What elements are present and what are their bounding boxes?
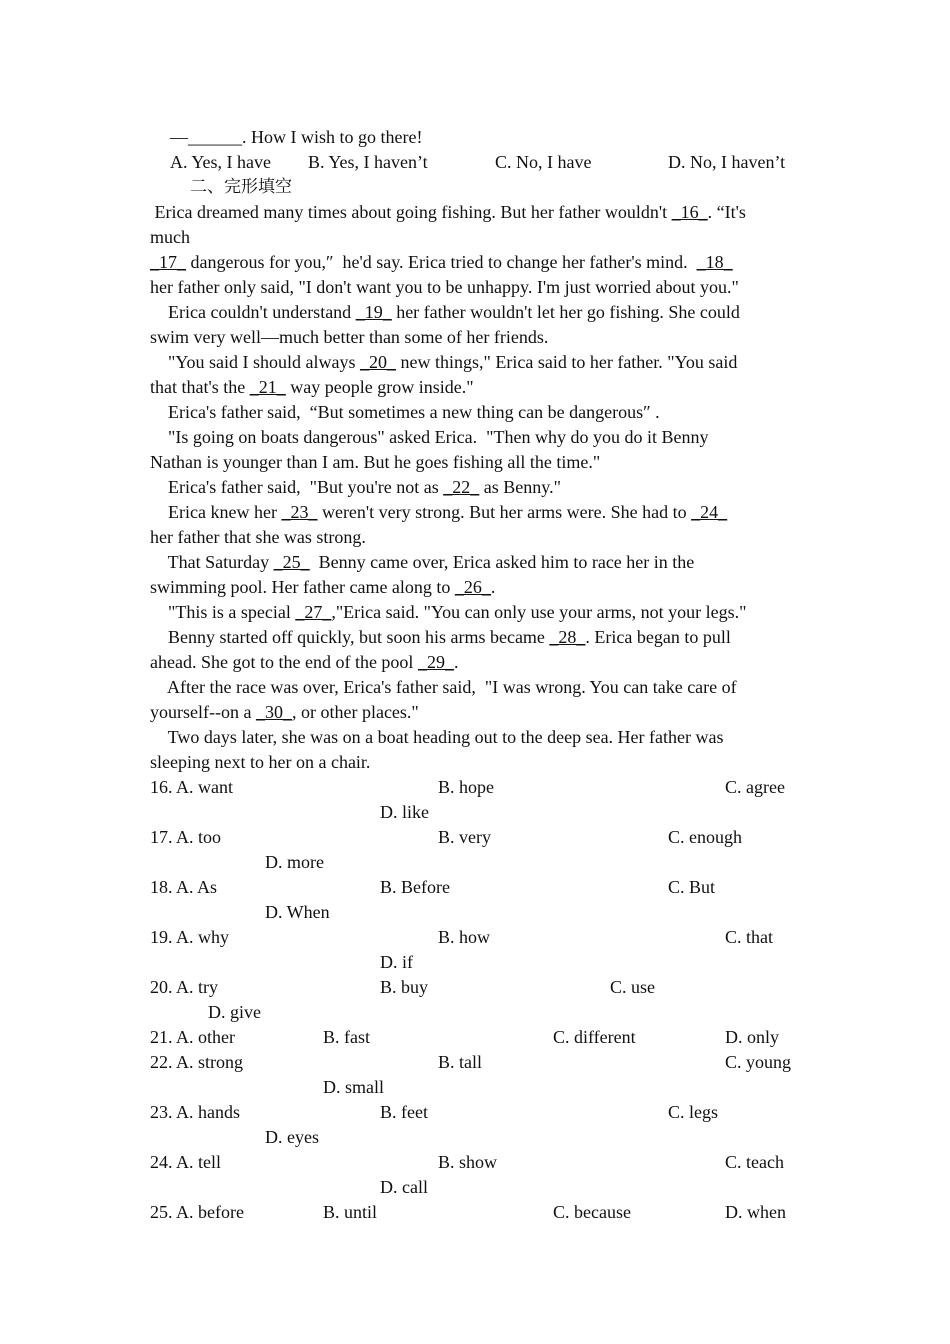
passage-text: her father that she was strong. — [150, 527, 366, 547]
question-22-option-c: C. young — [725, 1052, 792, 1072]
passage-line — [150, 350, 737, 374]
passage-text: weren't very strong. But her arms were. She had to — [317, 502, 692, 522]
question-19-option-a: 19. A. why — [150, 927, 230, 947]
passage-line — [150, 250, 733, 274]
question-19-option-d: D. if — [380, 952, 413, 972]
passage-text: Erica dreamed many times about going fishing. But her father wouldn't — [150, 202, 672, 222]
question-16-option-b: B. hope — [438, 777, 494, 797]
passage-text: Erica's father said, “But sometimes a new thing can be dangerous″ . — [150, 402, 660, 422]
question-25-option-a: 25. A. before — [150, 1202, 244, 1222]
question-16-option-c: C. agree — [725, 777, 785, 797]
question-17-option-b: B. very — [438, 827, 491, 847]
question-25-option-d: D. when — [725, 1202, 786, 1222]
passage-text: Erica couldn't understand — [150, 302, 356, 322]
intro-option-d: D. No, I haven’t — [668, 152, 786, 172]
blank-22: _22_ — [443, 477, 480, 497]
passage-text: as Benny." — [479, 477, 561, 497]
question-18-option-d: D. When — [265, 902, 330, 922]
passage-text: , or other places." — [291, 702, 419, 722]
question-17-option-d: D. more — [265, 852, 324, 872]
question-20-option-d: D. give — [208, 1002, 261, 1022]
passage-line — [150, 750, 370, 774]
blank-21: _21_ — [249, 377, 286, 397]
blank-27: _27_ — [295, 602, 332, 622]
intro-option-c: C. No, I have — [495, 152, 592, 172]
passage-line — [150, 225, 190, 249]
passage-line — [150, 200, 746, 224]
passage-line — [150, 525, 366, 549]
blank-28: _28_ — [549, 627, 586, 647]
question-20-option-a: 20. A. try — [150, 977, 219, 997]
blank-24: _24_ — [691, 502, 728, 522]
question-19-option-c: C. that — [725, 927, 773, 947]
question-20-option-c: C. use — [610, 977, 655, 997]
passage-line — [150, 625, 731, 649]
intro-option-b: B. Yes, I haven’t — [308, 152, 428, 172]
passage-line — [150, 675, 737, 699]
question-22-option-d: D. small — [323, 1077, 384, 1097]
passage-text: new things," Erica said to her father. "You said — [396, 352, 738, 372]
passage-text: Nathan is younger than I am. But he goes fishing all the time." — [150, 452, 601, 472]
passage-text: . — [490, 577, 496, 597]
question-17-option-c: C. enough — [668, 827, 742, 847]
question-16-option-d: D. like — [380, 802, 429, 822]
passage-line — [150, 725, 724, 749]
intro-option-a: A. Yes, I have — [170, 152, 271, 172]
passage-text: yourself--on a — [150, 702, 256, 722]
blank-16: _16_ — [671, 202, 708, 222]
passage-text: "Is going on boats dangerous" asked Erica. "Then why do you do it Benny — [150, 427, 709, 447]
passage-text: that that's the — [150, 377, 250, 397]
blank-25: _25_ — [273, 552, 310, 572]
question-19-option-b: B. how — [438, 927, 491, 947]
question-21-option-a: 21. A. other — [150, 1027, 235, 1047]
passage-line — [150, 275, 739, 299]
blank-29: _29_ — [417, 652, 454, 672]
passage-text: swimming pool. Her father came along to — [150, 577, 455, 597]
question-21-option-c: C. different — [553, 1027, 636, 1047]
section-title: 二、完形填空 — [190, 177, 292, 197]
question-25-option-b: B. until — [323, 1202, 378, 1222]
intro-question-text: . How I wish to go there! — [242, 127, 423, 147]
passage-text: After the race was over, Erica's father said, "I was wrong. You can take care of — [150, 677, 737, 697]
question-18-option-a: 18. A. As — [150, 877, 218, 897]
question-24-option-b: B. show — [438, 1152, 498, 1172]
passage-line — [150, 550, 694, 574]
passage-text: Two days later, she was on a boat heading out to the deep sea. Her father was — [150, 727, 724, 747]
question-18-option-b: B. Before — [380, 877, 450, 897]
passage-line — [150, 650, 458, 674]
passage-line — [150, 325, 548, 349]
question-23-option-a: 23. A. hands — [150, 1102, 240, 1122]
passage-line — [150, 450, 600, 474]
question-24-option-c: C. teach — [725, 1152, 784, 1172]
intro-question-line — [170, 125, 422, 149]
passage-line — [150, 425, 708, 449]
passage-text: . Erica began to pull — [585, 627, 731, 647]
passage-line — [150, 300, 740, 324]
passage-text: her father wouldn't let her go fishing. She could — [391, 302, 740, 322]
passage-text: Benny came over, Erica asked him to race her in the — [309, 552, 695, 572]
blank-30: _30_ — [255, 702, 292, 722]
passage-text: ,"Erica said. "You can only use your arms, not your legs." — [331, 602, 747, 622]
passage-text: way people grow inside." — [285, 377, 474, 397]
blank-17: _17_ — [150, 252, 186, 272]
question-23-option-c: C. legs — [668, 1102, 719, 1122]
question-22-option-a: 22. A. strong — [150, 1052, 244, 1072]
question-21-option-d: D. only — [725, 1027, 779, 1047]
passage-text: Erica knew her — [150, 502, 282, 522]
blank-20: _20_ — [360, 352, 397, 372]
passage-text: sleeping next to her on a chair. — [150, 752, 371, 772]
blank-26: _26_ — [454, 577, 491, 597]
question-23-option-d: D. eyes — [265, 1127, 319, 1147]
question-21-option-b: B. fast — [323, 1027, 370, 1047]
question-23-option-b: B. feet — [380, 1102, 428, 1122]
question-16-option-a: 16. A. want — [150, 777, 233, 797]
passage-line — [150, 600, 746, 624]
passage-text: ahead. She got to the end of the pool — [150, 652, 418, 672]
question-24-option-d: D. call — [380, 1177, 428, 1197]
passage-line — [150, 400, 660, 424]
intro-blank: —______ — [170, 127, 242, 147]
passage-text: . “It's — [707, 202, 746, 222]
passage-text: "This is a special — [150, 602, 296, 622]
question-20-option-b: B. buy — [380, 977, 429, 997]
question-24-option-a: 24. A. tell — [150, 1152, 221, 1172]
question-22-option-b: B. tall — [438, 1052, 482, 1072]
blank-19: _19_ — [355, 302, 392, 322]
question-17-option-a: 17. A. too — [150, 827, 222, 847]
passage-text: Erica's father said, "But you're not as — [150, 477, 444, 497]
question-18-option-c: C. But — [668, 877, 716, 897]
passage-text: . — [453, 652, 459, 672]
passage-text: That Saturday — [150, 552, 274, 572]
question-25-option-c: C. because — [553, 1202, 631, 1222]
passage-text: dangerous for you,″ he'd say. Erica tried to change her father's mind. — [186, 252, 697, 272]
passage-text: Benny started off quickly, but soon his arms became — [150, 627, 550, 647]
passage-line — [150, 700, 419, 724]
passage-line — [150, 475, 561, 499]
passage-text: "You said I should always — [150, 352, 361, 372]
passage-line — [150, 500, 727, 524]
passage-text: swim very well—much better than some of her friends. — [150, 327, 549, 347]
blank-18: _18_ — [696, 252, 733, 272]
passage-text: her father only said, "I don't want you to be unhappy. I'm just worried about you." — [150, 277, 739, 297]
passage-line — [150, 575, 495, 599]
passage-line — [150, 375, 474, 399]
passage-text: much — [150, 227, 190, 247]
blank-23: _23_ — [281, 502, 318, 522]
